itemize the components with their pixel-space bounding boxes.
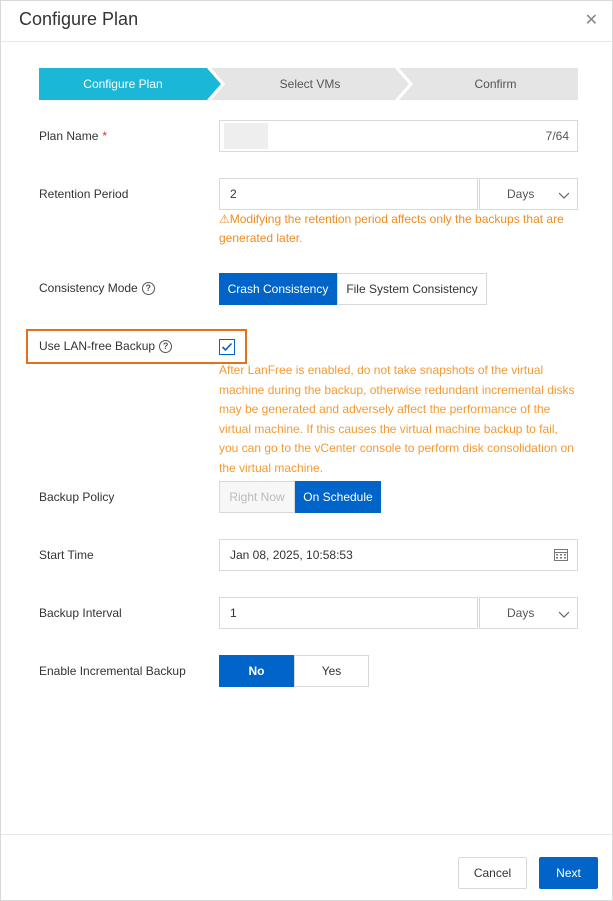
retention-unit-value: Days [507,187,535,201]
wizard-steps [39,68,578,100]
consistency-mode-label-text: Consistency Mode [39,281,138,295]
close-icon[interactable]: ✕ [584,12,598,29]
incremental-no-option[interactable]: No [219,655,294,687]
crash-consistency-option[interactable]: Crash Consistency [219,273,337,305]
cancel-button[interactable]: Cancel [458,857,527,889]
start-time-value: Jan 08, 2025, 10:58:53 [230,548,353,562]
retention-warning-line2: generated later. [219,231,303,245]
start-time-label: Start Time [39,548,94,562]
incremental-backup-label: Enable Incremental Backup [39,664,186,678]
help-icon[interactable]: ? [159,340,172,353]
plan-name-label-text: Plan Name [39,129,99,143]
calendar-icon[interactable] [554,549,568,561]
retention-unit-select[interactable] [479,178,578,210]
retention-warning-line1: Modifying the retention period affects only the backups that are [229,212,564,226]
step-confirm: Confirm [474,77,517,91]
backup-interval-label: Backup Interval [39,606,122,620]
lanfree-note-line: After LanFree is enabled, do not take snapshots of the virtual [219,363,544,377]
retention-period-input[interactable]: 2 [219,178,478,210]
plan-name-input[interactable] [219,120,578,152]
consistency-mode-label [39,281,155,295]
lanfree-note-line: may be generated and adversely affect the performance of the [219,402,551,416]
lanfree-note-line: you can go to the vCenter console to perform disk consolidation on [219,441,574,455]
on-schedule-option[interactable]: On Schedule [295,481,381,513]
retention-warning [219,210,564,248]
lanfree-note-line: virtual machine. If this causes the virtual machine backup to fail, [219,421,558,436]
start-time-input[interactable] [219,539,578,571]
checkmark-icon [220,340,234,354]
dialog-header [1,1,612,42]
file-system-consistency-option[interactable]: File System Consistency [337,273,487,305]
warning-icon: ⚠ [219,212,230,226]
right-now-option[interactable]: Right Now [219,481,295,513]
lanfree-label-text: Use LAN-free Backup [39,339,156,353]
lanfree-checkbox[interactable] [219,339,235,355]
chevron-down-icon [559,190,569,200]
lanfree-note [219,361,575,478]
incremental-yes-option[interactable]: Yes [294,655,369,687]
help-icon[interactable]: ? [142,282,155,295]
required-mark: * [102,129,108,143]
next-button[interactable]: Next [539,857,598,889]
interval-unit-select[interactable] [479,597,578,629]
lanfree-label [39,339,172,353]
lanfree-note-line: the virtual machine. [219,460,324,475]
retention-period-label: Retention Period [39,187,129,201]
dialog-title: Configure Plan [19,9,139,29]
interval-unit-value: Days [507,606,535,620]
step-configure-plan: Configure Plan [83,77,163,91]
step-select-vms: Select VMs [279,77,341,91]
lanfree-note-line: machine during the backup, otherwise redundant incremental disks [219,382,575,397]
footer-divider [1,834,612,835]
plan-name-redacted [224,123,268,149]
plan-name-counter: 7/64 [545,129,569,143]
backup-interval-input[interactable]: 1 [219,597,478,629]
backup-policy-label: Backup Policy [39,490,115,504]
chevron-down-icon [559,609,569,619]
plan-name-label [39,129,107,143]
